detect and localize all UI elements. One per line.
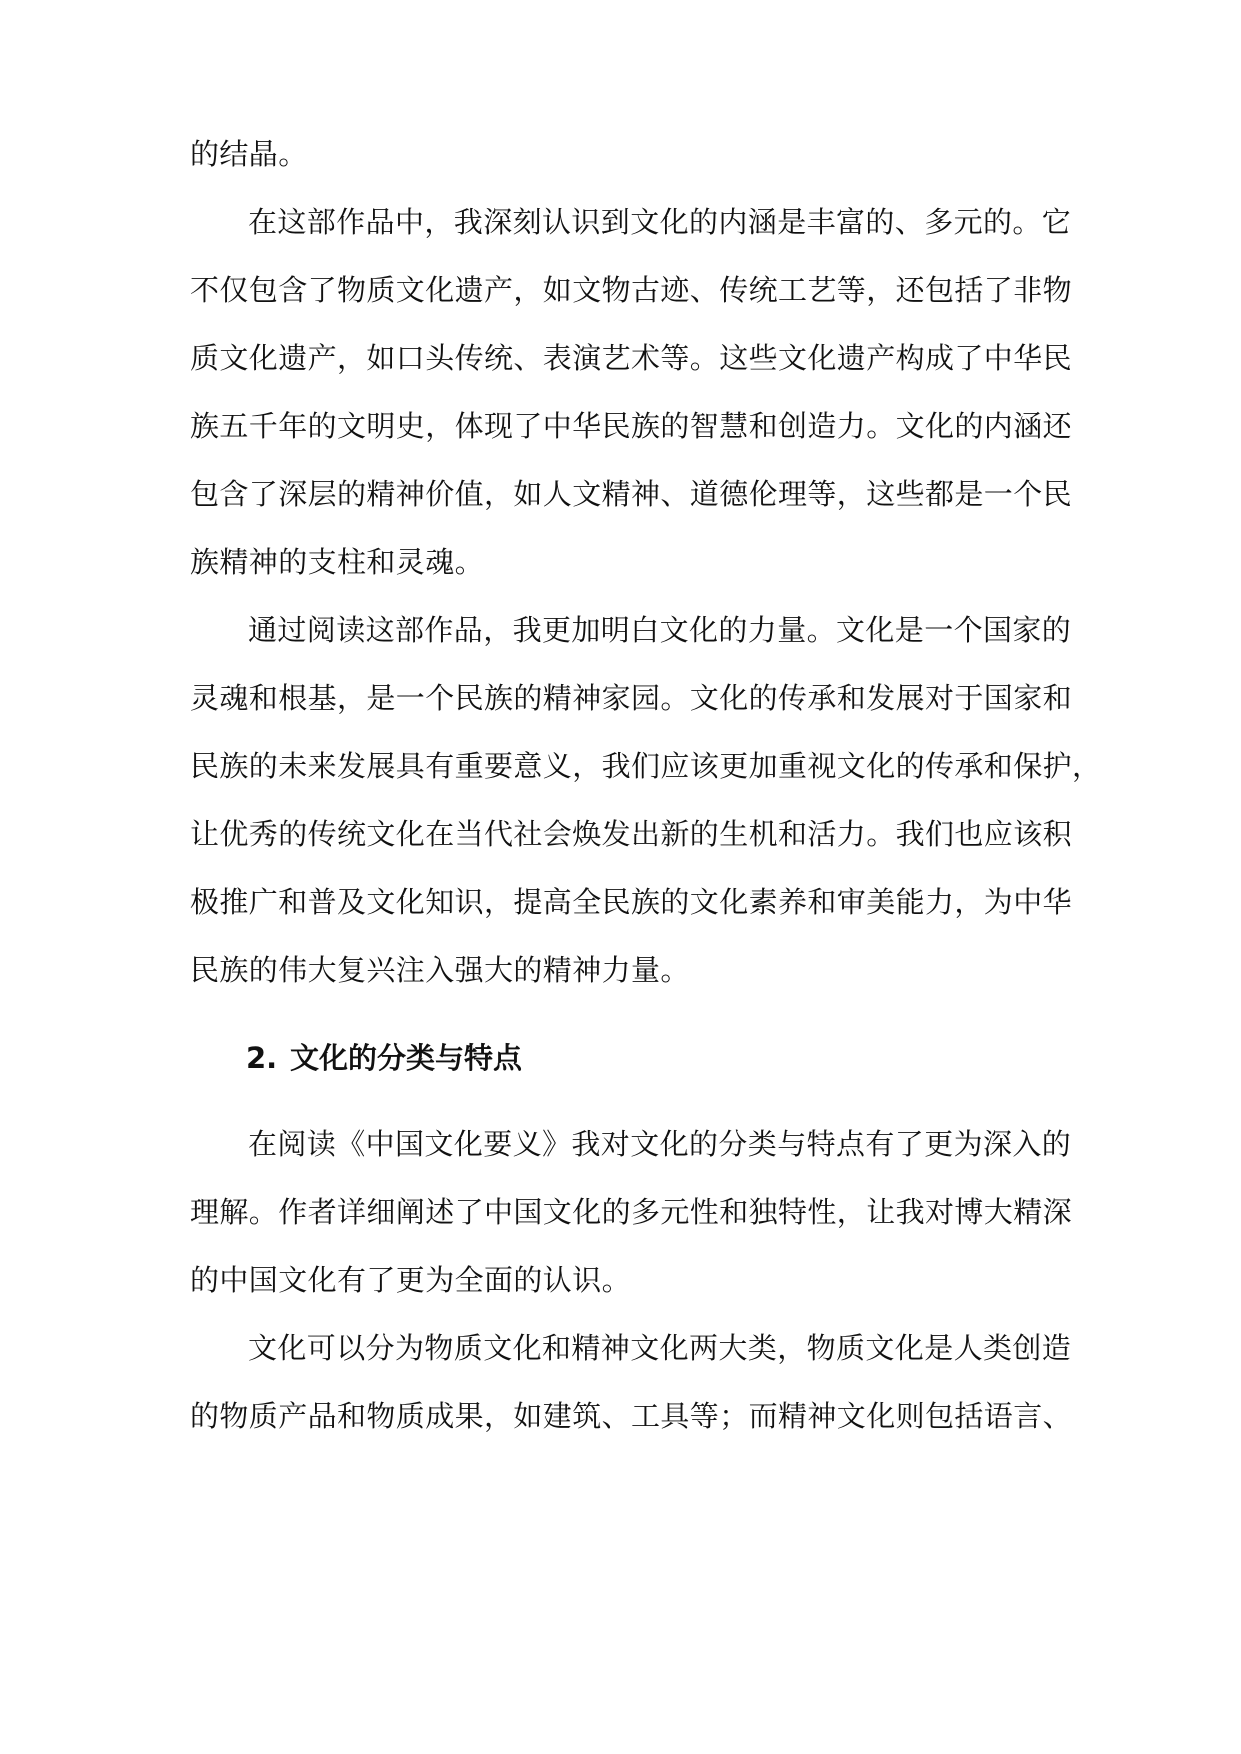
text-line: 通过阅读这部作品，我更加明白文化的力量。文化是一个国家的 bbox=[248, 613, 1072, 647]
text-line: 族精神的支柱和灵魂。 bbox=[190, 545, 485, 579]
section-heading bbox=[246, 1038, 522, 1078]
text-line: 的结晶。 bbox=[190, 137, 308, 171]
text-line: 灵魂和根基，是一个民族的精神家园。文化的传承和发展对于国家和 bbox=[190, 681, 1073, 715]
text-line: 在这部作品中，我深刻认识到文化的内涵是丰富的、多元的。它 bbox=[248, 205, 1072, 239]
text-line: 文化可以分为物质文化和精神文化两大类，物质文化是人类创造 bbox=[248, 1331, 1072, 1365]
section-number: 2. bbox=[246, 1041, 278, 1075]
text-line: 让优秀的传统文化在当代社会焕发出新的生机和活力。我们也应该积 bbox=[190, 817, 1073, 851]
text-line: 的物质产品和物质成果，如建筑、工具等；而精神文化则包括语言、 bbox=[190, 1399, 1073, 1433]
text-line: 的中国文化有了更为全面的认识。 bbox=[190, 1263, 632, 1297]
section-title: 文化的分类与特点 bbox=[290, 1041, 523, 1075]
text-line: 极推广和普及文化知识，提高全民族的文化素养和审美能力，为中华 bbox=[190, 885, 1073, 919]
text-line: 族五千年的文明史，体现了中华民族的智慧和创造力。文化的内涵还 bbox=[190, 409, 1073, 443]
text-line: 质文化遗产，如口头传统、表演艺术等。这些文化遗产构成了中华民 bbox=[190, 341, 1073, 375]
text-line: 民族的伟大复兴注入强大的精神力量。 bbox=[190, 953, 690, 987]
text-line: 包含了深层的精神价值，如人文精神、道德伦理等，这些都是一个民 bbox=[190, 477, 1073, 511]
text-line: 民族的未来发展具有重要意义，我们应该更加重视文化的传承和保护， bbox=[190, 749, 1102, 783]
text-line: 理解。作者详细阐述了中国文化的多元性和独特性，让我对博大精深 bbox=[190, 1195, 1073, 1229]
text-line: 不仅包含了物质文化遗产，如文物古迹、传统工艺等，还包括了非物 bbox=[190, 273, 1073, 307]
text-line: 在阅读《中国文化要义》我对文化的分类与特点有了更为深入的 bbox=[248, 1127, 1072, 1161]
